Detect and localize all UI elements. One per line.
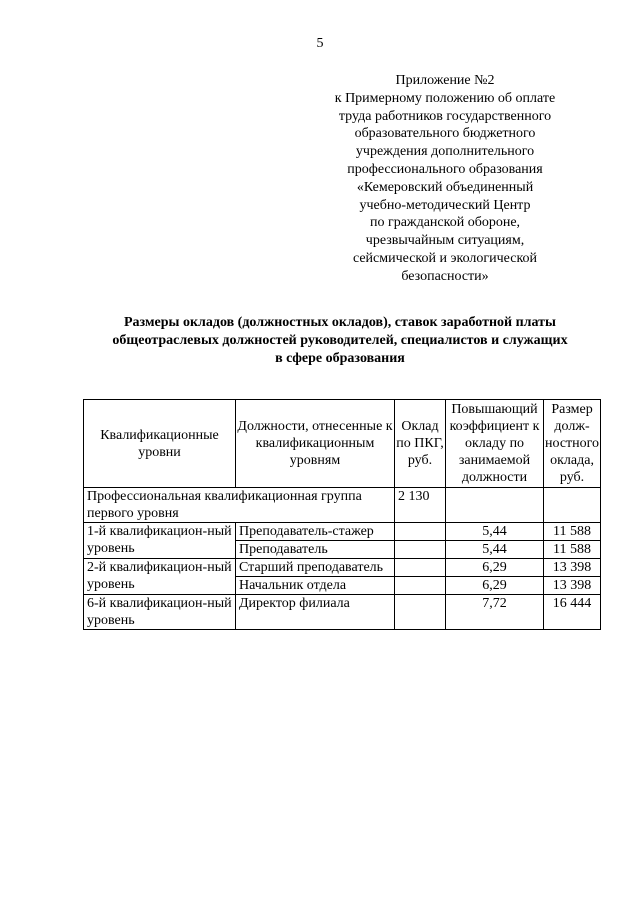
header-pkg-salary: Оклад по ПКГ, руб. (395, 400, 446, 488)
appendix-line: «Кемеровский объединенный (356, 179, 534, 195)
salary-cell: 11 588 (544, 541, 601, 559)
appendix-line: труда работников государственного (338, 108, 552, 124)
empty-cell (544, 488, 601, 523)
coefficient-cell: 6,29 (446, 577, 544, 595)
position-cell: Преподаватель (236, 541, 395, 559)
salary-table (83, 399, 601, 630)
coefficient-cell: 5,44 (446, 523, 544, 541)
group-row (84, 488, 601, 523)
coefficient-cell: 5,44 (446, 541, 544, 559)
appendix-line: сейсмической и экологической (352, 250, 538, 266)
appendix-line: учреждения дополнительного (355, 144, 535, 160)
appendix-line: профессионального образования (347, 161, 543, 177)
position-cell: Преподаватель-стажер (236, 523, 395, 541)
group-pkg-salary: 2 130 (395, 488, 446, 523)
level-cell: 6-й квалификацион-ный уровень (84, 595, 236, 630)
title-line: общеотраслевых должностей руководителей, специалистов и служащих (112, 333, 568, 348)
salary-cell: 13 398 (544, 577, 601, 595)
header-salary: Размер долж-ностного оклада, руб. (544, 400, 601, 488)
appendix-line: безопасности» (401, 268, 489, 284)
level-cell: 1-й квалификацион-ный уровень (84, 523, 236, 559)
empty-cell (446, 488, 544, 523)
empty-cell (395, 559, 446, 577)
salary-cell: 13 398 (544, 559, 601, 577)
header-level: Квалификационные уровни (84, 400, 236, 488)
title-line: Размеры окладов (должностных окладов), ставок заработной платы (124, 315, 556, 330)
empty-cell (395, 541, 446, 559)
appendix-line: чрезвычайным ситуациям, (365, 233, 525, 249)
table-row (84, 559, 601, 577)
empty-cell (395, 523, 446, 541)
document-title (60, 314, 620, 368)
group-label: Профессиональная квалификационная группа первого уровня (84, 488, 395, 523)
appendix-line: учебно-методический Центр (359, 197, 531, 213)
salary-cell: 11 588 (544, 523, 601, 541)
appendix-line: Приложение №2 (395, 73, 495, 88)
position-cell: Начальник отдела (236, 577, 395, 595)
coefficient-cell: 7,72 (446, 595, 544, 630)
appendix-line: по гражданской обороне, (369, 215, 521, 231)
appendix-line: к Примерному положению об оплате (334, 90, 556, 106)
appendix-line: образовательного бюджетного (354, 126, 536, 142)
empty-cell (395, 577, 446, 595)
table-header-row (84, 400, 601, 488)
table-row (84, 523, 601, 541)
page-number: 5 (316, 36, 324, 51)
position-cell: Старший преподаватель (236, 559, 395, 577)
coefficient-cell: 6,29 (446, 559, 544, 577)
salary-cell: 16 444 (544, 595, 601, 630)
position-cell: Директор филиала (236, 595, 395, 630)
appendix-header (300, 72, 590, 286)
level-cell: 2-й квалификацион-ный уровень (84, 559, 236, 595)
table-row (84, 595, 601, 630)
empty-cell (395, 595, 446, 630)
header-positions: Должности, отнесенные к квалификационным уровням (236, 400, 395, 488)
header-coefficient: Повышающий коэффициент к окладу по занимаемой должности (446, 400, 544, 488)
title-line: в сфере образования (275, 351, 405, 366)
